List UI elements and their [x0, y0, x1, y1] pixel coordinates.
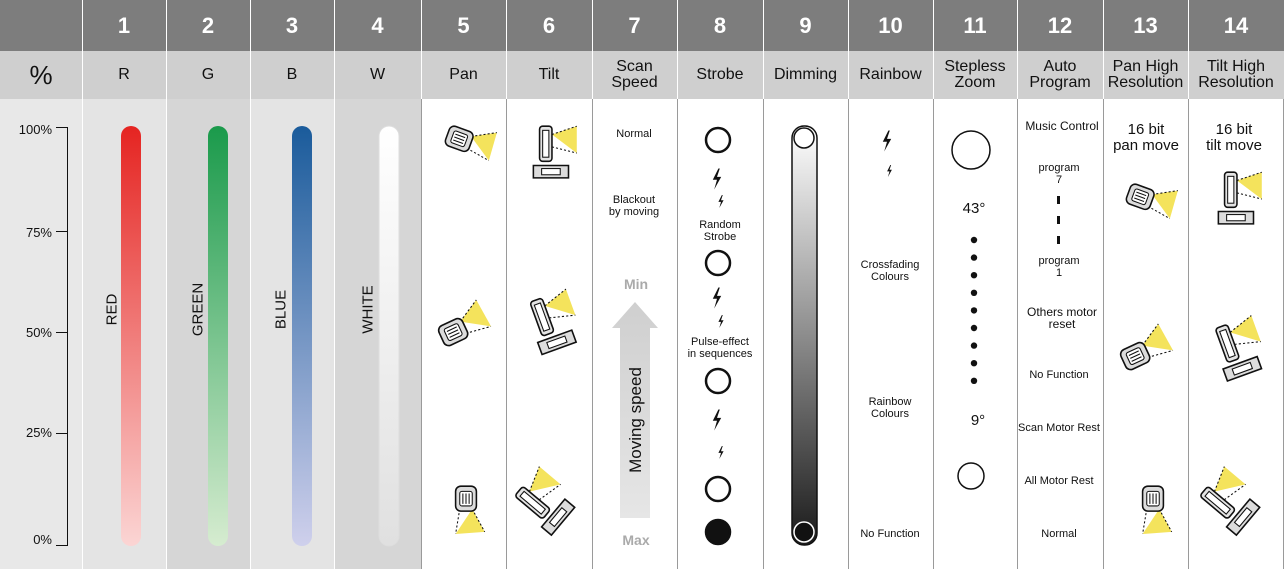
channel-label: R [82, 51, 166, 99]
strobe-pulse-label: Pulse-effect in sequences [687, 336, 753, 360]
fixture-icon [444, 117, 499, 161]
channel-number: 1 [82, 0, 166, 51]
moving-speed-label: Moving speed [626, 367, 645, 473]
program-scan-rest-label: Scan Motor Rest [1018, 422, 1100, 434]
zoom-dot [971, 254, 977, 260]
fixture-icon [533, 126, 576, 178]
channel-number: 10 [848, 0, 933, 51]
program-7-label: program 7 [1038, 162, 1080, 186]
channel-label: Pan High Resolution [1103, 51, 1188, 99]
channel-label: G [166, 51, 250, 99]
zoom-dot [971, 378, 977, 384]
channel-number: 11 [933, 0, 1017, 51]
strobe-random-label: Random Strobe [699, 219, 741, 243]
zoom-dot [971, 272, 977, 278]
fixture-icon [1196, 467, 1266, 536]
scan-blackout-label: Blackout by moving [608, 194, 660, 218]
pan-hr-label: 16 bit pan move [1113, 121, 1179, 154]
program-no-function-label: No Function [1029, 369, 1089, 381]
program-1-label: program 1 [1038, 255, 1080, 279]
fixture-icon [511, 467, 581, 536]
program-all-rest-label: All Motor Rest [1024, 475, 1094, 487]
program-normal-label: Normal [1041, 528, 1077, 540]
channel-number: 14 [1188, 0, 1284, 51]
strobe-icon [718, 195, 723, 208]
channel-label: Stepless Zoom [933, 51, 1017, 99]
program-dash [1057, 196, 1060, 204]
channel-number: 6 [506, 0, 592, 51]
channel-number: 4 [334, 0, 421, 51]
strobe-icon [718, 446, 723, 459]
tilt-hr-label: 16 bit tilt move [1206, 121, 1262, 154]
red-label: RED [103, 293, 121, 326]
rainbow-crossfading-label: Crossfading Colours [860, 259, 920, 283]
dimming-top-circle [794, 128, 814, 148]
strobe-circle [706, 369, 730, 393]
strobe-icon [887, 165, 892, 177]
channel-number: 2 [166, 0, 250, 51]
strobe-icon [713, 169, 721, 190]
zoom-dot [971, 360, 977, 366]
rainbow-colours-label: Rainbow Colours [868, 396, 912, 420]
fixture-icon [524, 289, 584, 354]
strobe-circle [706, 520, 730, 544]
channel-label: Auto Program [1017, 51, 1103, 99]
strobe-icon [883, 131, 891, 152]
channel-number: 5 [421, 0, 506, 51]
color-bar [379, 126, 399, 546]
zoom-min-label: 9° [970, 412, 986, 429]
scale-label: 100% [18, 122, 52, 137]
channel-label: Tilt High Resolution [1188, 51, 1284, 99]
zoom-dot [971, 290, 977, 296]
scale-label: 50% [25, 325, 52, 340]
channel-label: Pan [421, 51, 506, 99]
channel-number: 9 [763, 0, 848, 51]
zoom-small-circle [958, 463, 984, 489]
channel-label: B [250, 51, 334, 99]
channel-number: 13 [1103, 0, 1188, 51]
fixture-icon [1125, 175, 1180, 219]
strobe-circle [706, 128, 730, 152]
fixture-icon [456, 486, 485, 534]
strobe-icon [718, 315, 723, 328]
fixture-icon [1218, 172, 1261, 224]
channel-label: Scan Speed [592, 51, 677, 99]
scale-label: 75% [25, 225, 52, 240]
color-bar [121, 126, 141, 546]
zoom-dot [971, 307, 977, 313]
program-dash [1057, 216, 1060, 224]
scan-min-label: Min [623, 276, 649, 292]
scale-label: 25% [25, 425, 52, 440]
zoom-dot [971, 325, 977, 331]
zoom-dot [971, 237, 977, 243]
fixture-icon [1209, 316, 1269, 381]
program-dash [1057, 236, 1060, 244]
dimming-bar [792, 126, 817, 545]
channel-number: 8 [677, 0, 763, 51]
program-others-reset-label: Others motor reset [1026, 305, 1098, 331]
strobe-circle [706, 477, 730, 501]
zoom-large-circle [952, 131, 990, 169]
zoom-dot [971, 342, 977, 348]
strobe-circle [706, 251, 730, 275]
dimming-bottom-circle [794, 522, 814, 542]
channel-label: Rainbow [848, 51, 933, 99]
program-music-label: Music Control [1025, 119, 1099, 133]
channel-number: 3 [250, 0, 334, 51]
scan-normal-label: Normal [616, 128, 652, 140]
channel-label: Dimming [763, 51, 848, 99]
fixture-icon [433, 299, 491, 347]
green-label: GREEN [189, 282, 207, 337]
channel-label: Strobe [677, 51, 763, 99]
channel-label: Tilt [506, 51, 592, 99]
scan-max-label: Max [622, 532, 650, 548]
white-label: WHITE [359, 285, 377, 334]
percent-header: % [0, 51, 82, 99]
zoom-max-label: 43° [962, 200, 986, 217]
fixture-icon [1115, 323, 1173, 371]
strobe-icon [713, 410, 721, 431]
channel-number: 7 [592, 0, 677, 51]
blue-label: BLUE [272, 289, 290, 330]
color-bar [208, 126, 228, 546]
channel-number: 12 [1017, 0, 1103, 51]
strobe-icon [713, 288, 721, 309]
channel-label: W [334, 51, 421, 99]
color-bar [292, 126, 312, 546]
fixture-icon [1143, 486, 1172, 534]
scale-label: 0% [33, 532, 52, 547]
rainbow-no-function-label: No Function [860, 528, 920, 540]
